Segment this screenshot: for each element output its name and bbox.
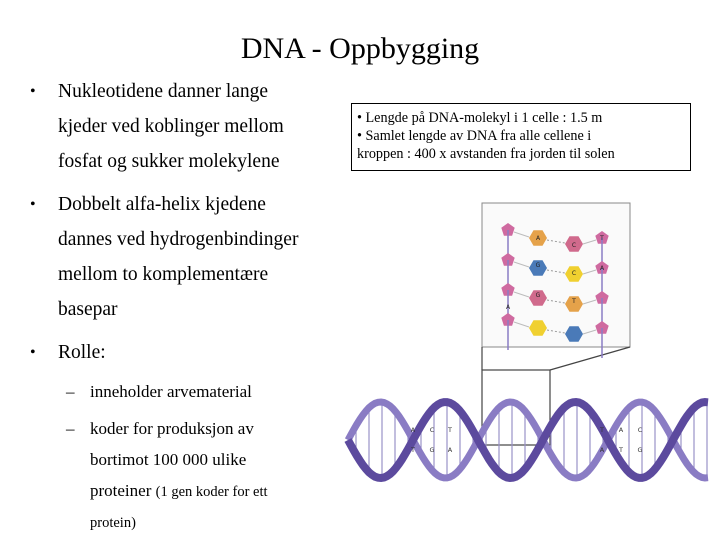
bullet-line: dannes ved hydrogenbindinger [58, 229, 299, 250]
infobox-line: • Samlet lengde av DNA fra alle cellene i [357, 128, 592, 144]
zoom-connector [550, 347, 630, 370]
dna-length-infobox [351, 103, 691, 171]
bullet-list [28, 74, 348, 539]
strand-base-label: C [429, 426, 435, 434]
strand-base-label: A [447, 446, 453, 454]
bullet-role [28, 335, 348, 370]
infobox-line: • Lengde på DNA-molekyl i 1 celle : 1.5 m [357, 110, 603, 126]
base-letter: A [535, 235, 541, 242]
base-letter: G [535, 292, 541, 299]
bullet-line: Nukleotidene danner lange [58, 81, 269, 102]
strand-base-label: A [410, 426, 416, 434]
bullet-line: fosfat og sukker molekylene [58, 151, 280, 172]
infobox-line: kroppen : 400 x avstanden fra jorden til solen [357, 146, 615, 162]
bullet-dot: • [30, 196, 36, 213]
base-letter: A [505, 304, 511, 311]
strand-base-label: T [411, 446, 415, 454]
strand-base-label: T [619, 446, 623, 454]
strand-base-label: A [599, 446, 605, 454]
base-letter: A [599, 265, 605, 272]
subbullet-line: proteiner [90, 481, 152, 500]
bullet-double-helix [28, 187, 348, 327]
subbullet-line: koder for produksjon av [90, 419, 254, 438]
subbullet-line: inneholder arvematerial [90, 382, 252, 401]
subbullet-line: bortimot 100 000 ulike [90, 450, 247, 469]
strand-base-label: A [618, 426, 624, 434]
double-helix [348, 402, 708, 478]
dna-helix-illustration [340, 195, 710, 540]
bullet-line: mellom to komplementære [58, 264, 269, 285]
bullet-line: Dobbelt alfa-helix kjedene [58, 194, 266, 215]
base-letter: G [535, 262, 541, 269]
bullet-dot: • [30, 83, 36, 100]
slide-title: DNA - Oppbygging [240, 32, 480, 65]
strand-base-label: T [600, 426, 604, 434]
base-letter: T [572, 298, 576, 305]
strand-base-label: G [429, 446, 435, 454]
strand-base-label: G [637, 446, 643, 454]
strand-base-label: C [637, 426, 643, 434]
bullet-dot: • [30, 344, 36, 361]
bullet-line: basepar [58, 299, 118, 320]
bullet-line: kjeder ved koblinger mellom [58, 116, 284, 137]
bullet-nucleotides [28, 74, 348, 179]
subbullet-hereditary [28, 376, 348, 407]
strand-base-label: T [448, 426, 452, 434]
bullet-line: Rolle: [58, 342, 106, 363]
dash-marker: – [66, 419, 75, 438]
base-letter: T [600, 235, 604, 242]
base-letter: C [571, 270, 577, 277]
subbullet-proteins [28, 413, 348, 539]
dash-marker: – [66, 382, 75, 401]
subbullet-note-continued: protein) [90, 515, 136, 531]
subbullet-note: (1 gen koder for ett [155, 484, 268, 500]
base-letter: C [571, 242, 577, 249]
